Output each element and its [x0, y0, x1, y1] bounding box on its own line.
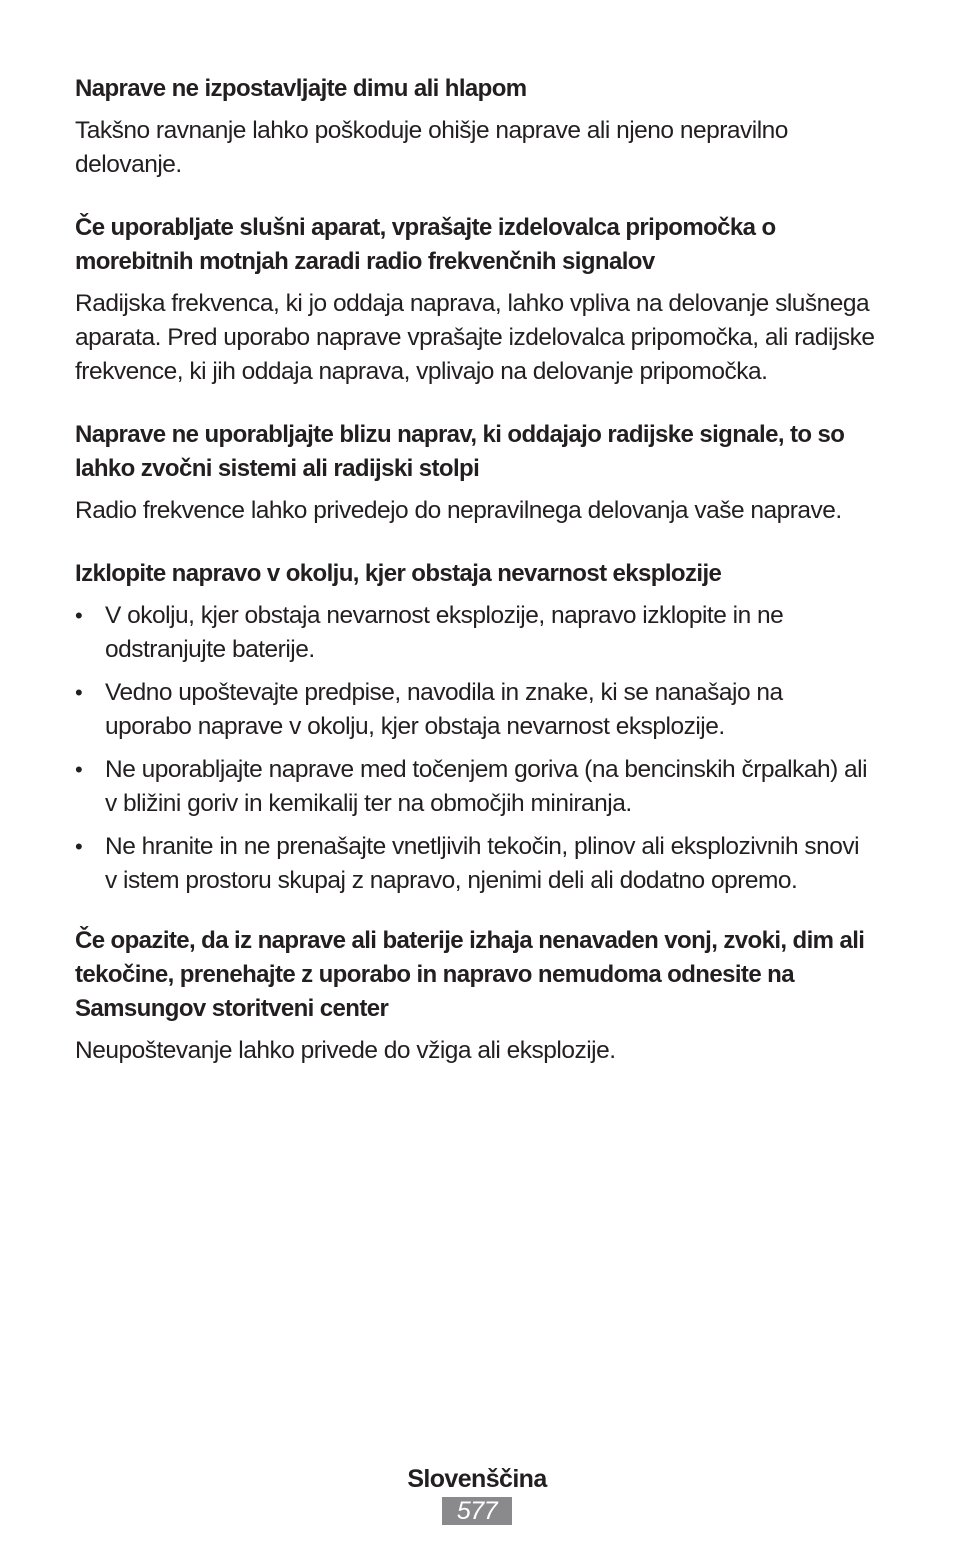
page-footer — [0, 1462, 954, 1525]
bullet-icon: • — [75, 603, 83, 628]
section-heading: Če opazite, da iz naprave ali baterije izhaja nenavaden vonj, zvoki, dim ali tekočine, prenehajte z uporabo in napravo nemudoma odnesite na Samsungov storitveni center — [75, 927, 865, 1022]
section-radio-devices — [75, 418, 875, 528]
list-item-text: Ne hranite in ne prenašajte vnetljivih tekočin, plinov ali eksplozivnih snovi v istem prostoru skupaj z napravo, njenimi deli ali dodatno opremo. — [105, 833, 860, 894]
section-heading: Naprave ne izpostavljajte dimu ali hlapom — [75, 75, 527, 102]
document-page — [75, 72, 875, 1097]
page-number-badge: 577 — [442, 1497, 512, 1525]
section-body: Radijska frekvenca, ki jo oddaja naprava, lahko vpliva na delovanje slušnega aparata. Pred uporabo naprave vprašajte izdelovalca pripomočka, ali radijske frekvence, ki jih oddaja naprava, vplivajo na delovanje pripomočka. — [75, 290, 875, 385]
bullet-list — [75, 599, 875, 898]
footer-language: Slovenščina — [407, 1465, 547, 1493]
bullet-icon: • — [75, 757, 83, 782]
section-body: Radio frekvence lahko privedejo do nepravilnega delovanja vaše naprave. — [75, 497, 842, 524]
list-item — [75, 676, 875, 744]
section-unusual-smell — [75, 924, 875, 1068]
list-item — [75, 830, 875, 898]
section-smoke-vapor — [75, 72, 875, 182]
list-item-text: Vedno upoštevajte predpise, navodila in znake, ki se nanašajo na uporabo naprave v okolju, kjer obstaja nevarnost eksplozije. — [105, 679, 783, 740]
section-body: Neupoštevanje lahko privede do vžiga ali eksplozije. — [75, 1037, 616, 1064]
section-heading: Izklopite napravo v okolju, kjer obstaja nevarnost eksplozije — [75, 560, 722, 587]
list-item — [75, 599, 875, 667]
bullet-icon: • — [75, 834, 83, 859]
section-body: Takšno ravnanje lahko poškoduje ohišje naprave ali njeno nepravilno delovanje. — [75, 117, 788, 178]
bullet-icon: • — [75, 680, 83, 705]
section-hearing-aid — [75, 211, 875, 389]
section-explosion-risk — [75, 557, 875, 898]
list-item — [75, 753, 875, 821]
section-heading: Naprave ne uporabljajte blizu naprav, ki oddajajo radijske signale, to so lahko zvočni sistemi ali radijski stolpi — [75, 421, 845, 482]
list-item-text: Ne uporabljajte naprave med točenjem goriva (na bencinskih črpalkah) ali v bližini goriv in kemikalij ter na območjih miniranja. — [105, 756, 868, 817]
list-item-text: V okolju, kjer obstaja nevarnost eksplozije, napravo izklopite in ne odstranjujte baterije. — [105, 602, 784, 663]
section-heading: Če uporabljate slušni aparat, vprašajte izdelovalca pripomočka o morebitnih motnjah zaradi radio frekvenčnih signalov — [75, 214, 776, 275]
